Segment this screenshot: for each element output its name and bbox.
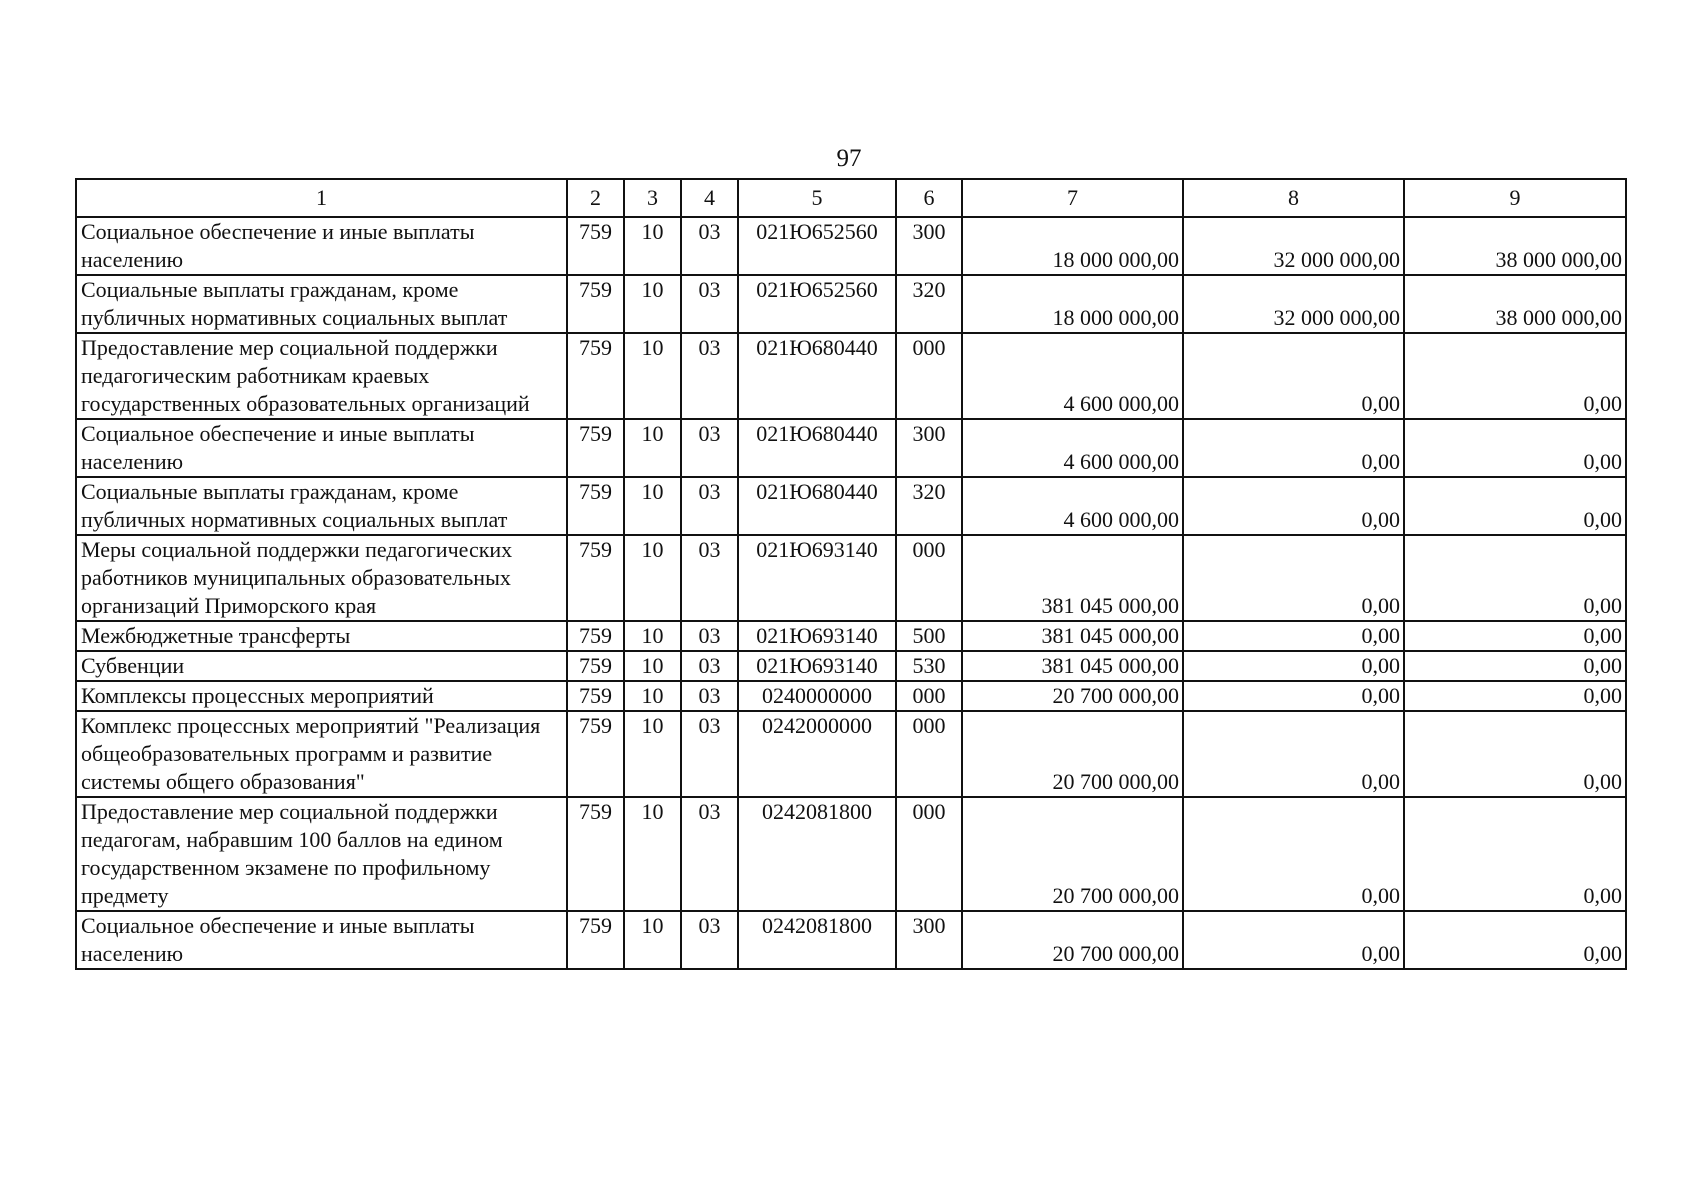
table-row [76,477,1626,535]
row-col-2: 759 [567,711,624,797]
table-row [76,275,1626,333]
header-cell: 3 [624,179,681,217]
row-amount-col-9: 0,00 [1404,681,1626,711]
row-name: Предоставление мер социальной поддержки педагогическим работникам краевых государственных образовательных организаций [76,333,567,419]
row-col-4: 03 [681,797,738,911]
row-amount-col-7: 18 000 000,00 [962,275,1183,333]
header-cell: 8 [1183,179,1404,217]
row-col-4: 03 [681,681,738,711]
row-expense-type: 300 [896,217,962,275]
table-row [76,621,1626,651]
row-expense-type: 000 [896,535,962,621]
row-amount-col-8: 0,00 [1183,797,1404,911]
row-expense-type: 300 [896,911,962,969]
row-expense-type: 530 [896,651,962,681]
row-amount-col-7: 20 700 000,00 [962,797,1183,911]
row-name: Социальные выплаты гражданам, кроме публичных нормативных социальных выплат [76,477,567,535]
row-amount-col-7: 20 700 000,00 [962,711,1183,797]
row-amount-col-9: 0,00 [1404,711,1626,797]
row-amount-col-9: 0,00 [1404,419,1626,477]
row-col-2: 759 [567,911,624,969]
row-col-3: 10 [624,217,681,275]
header-row [76,179,1626,217]
row-col-3: 10 [624,621,681,651]
row-col-3: 10 [624,275,681,333]
row-amount-col-7: 20 700 000,00 [962,681,1183,711]
row-col-4: 03 [681,651,738,681]
row-target-article: 0242081800 [738,797,896,911]
row-expense-type: 000 [896,797,962,911]
row-target-article: 0242081800 [738,911,896,969]
row-col-4: 03 [681,621,738,651]
header-cell: 4 [681,179,738,217]
table-row [76,911,1626,969]
row-amount-col-8: 0,00 [1183,911,1404,969]
row-col-2: 759 [567,333,624,419]
table-row [76,797,1626,911]
header-cell: 5 [738,179,896,217]
row-col-2: 759 [567,217,624,275]
row-amount-col-9: 0,00 [1404,477,1626,535]
row-amount-col-7: 381 045 000,00 [962,651,1183,681]
page-number: 97 [836,145,862,172]
row-amount-col-9: 0,00 [1404,651,1626,681]
row-expense-type: 300 [896,419,962,477]
row-col-2: 759 [567,797,624,911]
row-col-3: 10 [624,797,681,911]
row-amount-col-7: 20 700 000,00 [962,911,1183,969]
row-col-2: 759 [567,477,624,535]
row-name: Социальное обеспечение и иные выплаты населению [76,217,567,275]
row-amount-col-8: 32 000 000,00 [1183,275,1404,333]
row-target-article: 0240000000 [738,681,896,711]
row-expense-type: 000 [896,333,962,419]
header-cell: 2 [567,179,624,217]
row-amount-col-8: 32 000 000,00 [1183,217,1404,275]
table-row [76,419,1626,477]
row-col-3: 10 [624,651,681,681]
table-row [76,681,1626,711]
row-col-3: 10 [624,477,681,535]
row-amount-col-9: 0,00 [1404,535,1626,621]
row-col-3: 10 [624,911,681,969]
row-amount-col-7: 381 045 000,00 [962,535,1183,621]
header-cell: 6 [896,179,962,217]
row-col-2: 759 [567,621,624,651]
row-amount-col-8: 0,00 [1183,535,1404,621]
header-cell: 9 [1404,179,1626,217]
row-amount-col-9: 0,00 [1404,621,1626,651]
row-col-2: 759 [567,651,624,681]
row-col-3: 10 [624,711,681,797]
row-col-4: 03 [681,275,738,333]
row-target-article: 021Ю693140 [738,651,896,681]
row-amount-col-9: 38 000 000,00 [1404,275,1626,333]
row-amount-col-8: 0,00 [1183,621,1404,651]
row-amount-col-7: 4 600 000,00 [962,333,1183,419]
row-name: Комплекс процессных мероприятий "Реализация общеобразовательных программ и развитие системы общего образования" [76,711,567,797]
table-row [76,333,1626,419]
row-name: Меры социальной поддержки педагогических работников муниципальных образовательных организаций Приморского края [76,535,567,621]
row-col-2: 759 [567,275,624,333]
table-row [76,535,1626,621]
row-col-4: 03 [681,217,738,275]
row-target-article: 021Ю652560 [738,275,896,333]
row-amount-col-9: 0,00 [1404,333,1626,419]
row-col-3: 10 [624,681,681,711]
row-amount-col-8: 0,00 [1183,477,1404,535]
row-name: Комплексы процессных мероприятий [76,681,567,711]
row-target-article: 021Ю680440 [738,477,896,535]
row-col-4: 03 [681,333,738,419]
row-target-article: 021Ю693140 [738,621,896,651]
row-col-4: 03 [681,711,738,797]
row-amount-col-8: 0,00 [1183,333,1404,419]
table-row [76,711,1626,797]
row-col-3: 10 [624,535,681,621]
row-amount-col-9: 38 000 000,00 [1404,217,1626,275]
row-name: Социальное обеспечение и иные выплаты населению [76,419,567,477]
row-col-3: 10 [624,419,681,477]
row-amount-col-7: 381 045 000,00 [962,621,1183,651]
header-cell: 1 [76,179,567,217]
row-amount-col-7: 4 600 000,00 [962,477,1183,535]
row-expense-type: 000 [896,681,962,711]
row-amount-col-8: 0,00 [1183,651,1404,681]
row-target-article: 021Ю693140 [738,535,896,621]
row-amount-col-7: 18 000 000,00 [962,217,1183,275]
row-target-article: 021Ю652560 [738,217,896,275]
row-col-3: 10 [624,333,681,419]
table-body [76,217,1626,969]
row-amount-col-8: 0,00 [1183,681,1404,711]
row-name: Предоставление мер социальной поддержки педагогам, набравшим 100 баллов на едином государственном экзамене по профильному предмету [76,797,567,911]
row-col-4: 03 [681,535,738,621]
row-col-2: 759 [567,419,624,477]
row-name: Субвенции [76,651,567,681]
row-col-4: 03 [681,477,738,535]
row-expense-type: 500 [896,621,962,651]
table-row [76,217,1626,275]
row-col-2: 759 [567,681,624,711]
row-target-article: 021Ю680440 [738,419,896,477]
row-expense-type: 000 [896,711,962,797]
budget-table [75,178,1627,970]
row-name: Межбюджетные трансферты [76,621,567,651]
row-expense-type: 320 [896,477,962,535]
row-target-article: 0242000000 [738,711,896,797]
row-amount-col-7: 4 600 000,00 [962,419,1183,477]
row-target-article: 021Ю680440 [738,333,896,419]
row-amount-col-8: 0,00 [1183,419,1404,477]
row-name: Социальные выплаты гражданам, кроме публичных нормативных социальных выплат [76,275,567,333]
row-amount-col-9: 0,00 [1404,797,1626,911]
row-col-2: 759 [567,535,624,621]
row-col-4: 03 [681,911,738,969]
table-row [76,651,1626,681]
row-amount-col-9: 0,00 [1404,911,1626,969]
header-cell: 7 [962,179,1183,217]
row-col-4: 03 [681,419,738,477]
row-expense-type: 320 [896,275,962,333]
row-name: Социальное обеспечение и иные выплаты населению [76,911,567,969]
row-amount-col-8: 0,00 [1183,711,1404,797]
